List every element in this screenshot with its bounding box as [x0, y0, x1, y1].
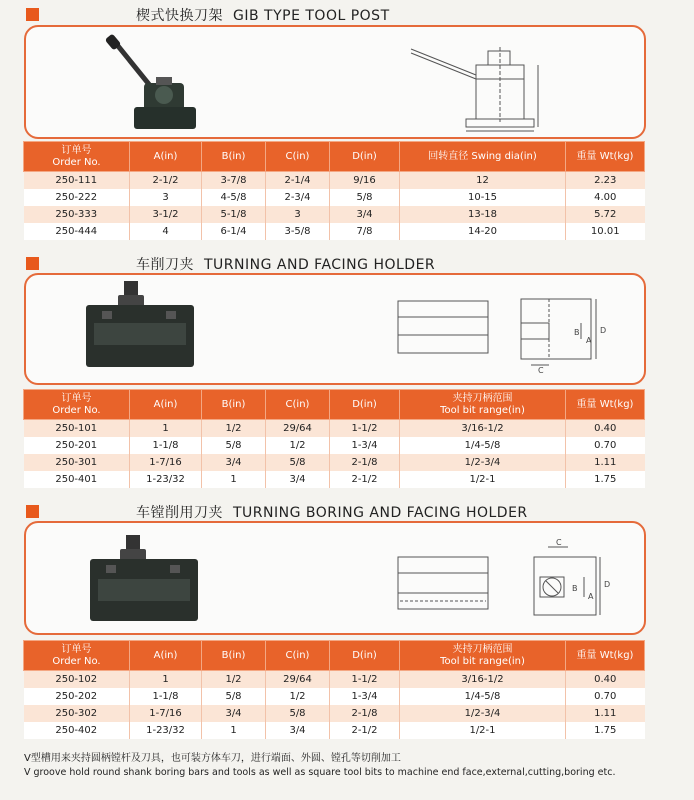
image-panel-turning	[24, 273, 646, 385]
header-weight: 重量 Wt(kg)	[566, 142, 645, 172]
dim-label-d: D	[604, 580, 611, 589]
header-d: D(in)	[330, 641, 400, 671]
orange-square-icon	[26, 505, 39, 518]
table-row: 250-222 3 4-5/8 2-3/4 5/8 10-15 4.00	[24, 189, 645, 206]
table-row: 250-302 1-7/16 3/4 5/8 2-1/8 1/2-3/4 1.11	[24, 705, 645, 722]
header-c: C(in)	[266, 390, 330, 420]
header-order-no: 订单号 Order No.	[24, 641, 130, 671]
spec-table-boring	[23, 640, 645, 739]
title-cn: 楔式快换刀架	[136, 8, 223, 24]
gib-tool-post-illustration	[26, 27, 644, 137]
title-en: TURNING BORING AND FACING HOLDER	[233, 505, 528, 521]
header-d: D(in)	[330, 142, 400, 172]
header-b: B(in)	[202, 142, 266, 172]
tool-post-photo	[105, 33, 196, 129]
turning-holder-drawing-front	[398, 301, 488, 353]
table-header-row	[24, 142, 645, 172]
table-row: 250-301 1-7/16 3/4 5/8 2-1/8 1/2-3/4 1.11	[24, 454, 645, 471]
dim-label-b: B	[572, 584, 578, 593]
title-cn: 车削刀夹	[136, 257, 194, 273]
turning-holder-drawing-side	[521, 299, 596, 365]
boring-holder-illustration	[26, 523, 644, 633]
header-order-no: 订单号 Order No.	[24, 142, 130, 172]
header-order-no: 订单号 Order No.	[24, 390, 130, 420]
table-row: 250-333 3-1/2 5-1/8 3 3/4 13-18 5.72	[24, 206, 645, 223]
image-panel-gib	[24, 25, 646, 139]
table-row: 250-102 1 1/2 29/64 1-1/2 3/16-1/2 0.40	[24, 671, 645, 689]
section-title-boring	[136, 502, 528, 522]
header-c: C(in)	[266, 641, 330, 671]
header-tool-bit-range: 夹持刀柄范围 Tool bit range(in)	[400, 390, 566, 420]
boring-holder-drawing-front	[398, 557, 488, 609]
dim-label-b: B	[574, 328, 580, 337]
orange-square-icon	[26, 8, 39, 21]
table-header-row	[24, 641, 645, 671]
header-weight: 重量 Wt(kg)	[566, 641, 645, 671]
table-row: 250-401 1-23/32 1 3/4 2-1/2 1/2-1 1.75	[24, 471, 645, 488]
section-title-gib	[136, 5, 390, 25]
title-cn: 车镗削用刀夹	[136, 505, 223, 521]
table-row: 250-201 1-1/8 5/8 1/2 1-3/4 1/4-5/8 0.70	[24, 437, 645, 454]
section-header-boring	[0, 500, 39, 522]
header-tool-bit-range: 夹持刀柄范围 Tool bit range(in)	[400, 641, 566, 671]
image-panel-boring	[24, 521, 646, 635]
header-c: C(in)	[266, 142, 330, 172]
boring-holder-drawing-side	[534, 547, 600, 615]
dim-label-a: A	[588, 592, 594, 601]
orange-square-icon	[26, 257, 39, 270]
dim-label-d: D	[600, 326, 607, 335]
table-row: 250-202 1-1/8 5/8 1/2 1-3/4 1/4-5/8 0.70	[24, 688, 645, 705]
spec-table-turning	[23, 389, 645, 488]
section-header-gib	[0, 3, 39, 25]
boring-holder-photo	[90, 535, 198, 621]
footer-note-cn: V型槽用来夹持圆柄镗杆及刀具，也可装方体车刀，进行端面、外圆、镗孔等切削加工	[24, 753, 401, 764]
header-swing-dia: 回转直径 Swing dia(in)	[400, 142, 566, 172]
title-en: TURNING AND FACING HOLDER	[204, 257, 436, 273]
table-row: 250-402 1-23/32 1 3/4 2-1/2 1/2-1 1.75	[24, 722, 645, 739]
dim-label-c: C	[538, 366, 544, 375]
section-title-turning	[136, 254, 435, 274]
header-d: D(in)	[330, 390, 400, 420]
header-b: B(in)	[202, 641, 266, 671]
title-en: GIB TYPE TOOL POST	[233, 8, 390, 24]
tool-post-drawing	[411, 47, 538, 131]
header-a: A(in)	[130, 641, 202, 671]
turning-holder-illustration	[26, 275, 644, 383]
dim-label-a: A	[586, 336, 592, 345]
section-header-turning	[0, 252, 39, 274]
table-row: 250-444 4 6-1/4 3-5/8 7/8 14-20 10.01	[24, 223, 645, 240]
header-b: B(in)	[202, 390, 266, 420]
header-weight: 重量 Wt(kg)	[566, 390, 645, 420]
dim-label-c: C	[556, 538, 562, 547]
turning-holder-photo	[86, 281, 194, 367]
table-header-row	[24, 390, 645, 420]
table-row: 250-101 1 1/2 29/64 1-1/2 3/16-1/2 0.40	[24, 420, 645, 438]
spec-table-gib	[23, 141, 645, 240]
header-a: A(in)	[130, 142, 202, 172]
footer-note-en: V groove hold round shank boring bars and tools as well as square tool bits to machine end face,external,cutting,boring etc.	[24, 767, 616, 778]
table-row: 250-111 2-1/2 3-7/8 2-1/4 9/16 12 2.23	[24, 172, 645, 190]
header-a: A(in)	[130, 390, 202, 420]
